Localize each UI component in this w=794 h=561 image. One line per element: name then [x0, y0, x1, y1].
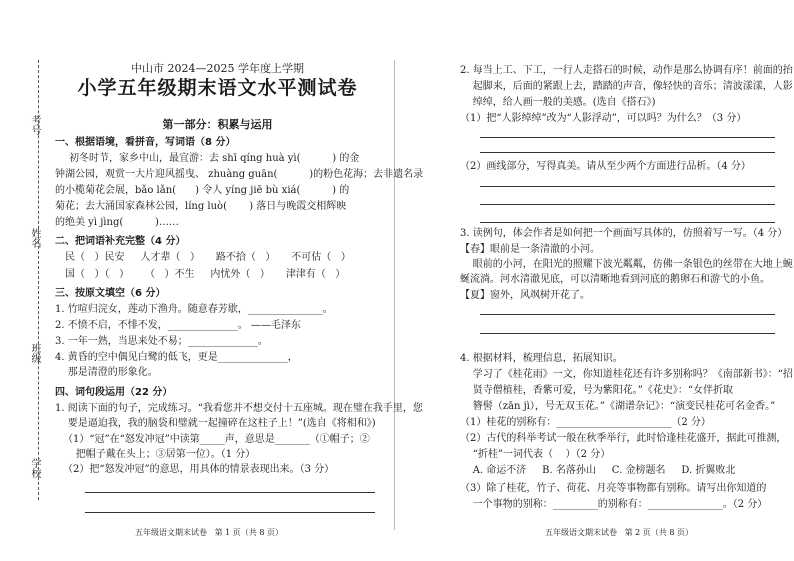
material-text: 贤寺僧植桂，香紫可爱，号为紫阳花。”《花史》：“女伴折取	[460, 385, 733, 396]
question-text: （3）除了桂花，竹子、荷花、月亮等事物都有别称。请写出你知道的	[460, 483, 767, 494]
question-text: 4. 根据材料，梳理信息，拓展知识。	[460, 353, 623, 364]
question-text: 起脚来，后面的紧跟上去，踏踏的声音，像轻快的音乐；清波漾漾，人影	[460, 81, 793, 92]
material-text: 学习了《桂花雨》一文，你知道桂花还有许多别称吗？《南部新书》：“招	[460, 369, 793, 380]
part-heading: 第一部分：积累与运用	[162, 118, 273, 131]
question-text: 钟湖公园，观赏一大片迎风摇曳、 zhuàng guān( )的粉色花海；去非遗名录	[55, 169, 424, 180]
question-text: （1）把“人影绰绰”改为“人影浮动”，可以吗？为什么？（3 分）	[460, 113, 747, 124]
class-label: 班级	[29, 343, 40, 363]
answer-line	[480, 314, 775, 315]
question-text: 把帽子戴在头上；③居第一位）。（1 分）	[63, 449, 256, 460]
question-text: 1. 竹喧归浣女，莲动下渔舟。随意春芳歇，_______________。	[55, 304, 333, 315]
exam-number-label: 考号	[29, 115, 40, 135]
page-1	[55, 0, 424, 561]
question-text: 初冬时节，家乡中山，最宜游：去 shī qíng huà yì( ) 的金	[69, 153, 360, 164]
question-text: （1）桂花的别称有：_______________________（2 分）	[460, 417, 711, 428]
question-text: 1. 阅读下面的句子，完成练习。“我看您并不想交付十五座城。现在璧在我手里，您	[55, 403, 423, 414]
name-label: 姓名	[29, 228, 40, 248]
material-text: 簪髻（zān jì），号无双玉花。”《湖谱杂记》：“演变民桂花可名金香。”	[460, 401, 776, 412]
binding-margin	[0, 0, 40, 561]
example-text: 【春】眼前是一条清澈的小河。	[460, 244, 600, 255]
answer-line	[480, 333, 775, 334]
question-text: 那是清澄的形象化。	[55, 367, 158, 378]
question-text: 3. 读例句，体会作者是如何把一个画面写具体的，仿照着写一写。（4 分）	[460, 228, 788, 239]
question-text: 3. 一年一熟，当思来处不易；______________。	[55, 336, 268, 347]
section-heading: 四、词句段运用（22 分）	[55, 387, 173, 398]
page-2	[460, 0, 793, 561]
exam-year-title: 中山市 2024—2025 学年度上学期	[131, 62, 304, 75]
question-text: “折桂”一词代表（ ）（2 分）	[460, 449, 611, 460]
exam-title: 小学五年级期末语文水平测试卷	[77, 77, 358, 99]
idiom-row: 国（ ）（ ） （ ）不生 内忧外（ ） 津津有（ ）	[65, 269, 346, 280]
school-label: 学校	[29, 458, 40, 478]
question-text: 绰绰，给人画一般的美感。(选自《搭石》)	[460, 97, 656, 108]
answer-line	[85, 512, 375, 513]
page-divider	[394, 60, 395, 530]
question-text: （2）画线部分，写得真美。请从至少两个方面进行品析。（4 分）	[460, 161, 751, 172]
example-text: 蜒流淌。河水清澈见底，可以清晰地看到河底的鹅卵石和游弋的小鱼。	[460, 274, 770, 285]
question-text: 一个事物的别称：_________的别称有：_______________。（2 分）	[460, 499, 768, 510]
idiom-row: 民（ ）民安 人才辈（ ） 路不拾（ ） 不可估（ ）	[65, 252, 351, 263]
question-text: 的绝美 yì jìng( )……	[55, 217, 179, 228]
answer-line	[480, 186, 775, 187]
answer-line	[480, 137, 775, 138]
question-text: 4. 黄昏的空中偶见白鹭的低飞，更是______________，	[55, 352, 298, 363]
question-text: 2. 每当上工、下工，一行人走搭石的时候，动作是那么协调有序！前面的抬	[460, 65, 793, 76]
answer-line	[85, 492, 375, 493]
section-heading: 二、把词语补充完整（4 分）	[55, 236, 186, 247]
answer-options: A. 命运不济 B. 名落孙山 C. 金榜题名 D. 折翼败北	[460, 465, 736, 476]
answer-line	[480, 204, 775, 205]
page-footer: 五年级语文期末试卷 第 1 页（共 8 页）	[135, 528, 283, 537]
page-footer: 五年级语文期末试卷 第 2 页（共 8 页）	[545, 528, 693, 537]
answer-line	[480, 152, 775, 153]
binding-line	[38, 60, 39, 500]
question-text: 要是逼迫我，我的脑袋和璧就一起撞碎在这柱子上！”(选自《将相和》)	[55, 418, 376, 429]
question-text: 2. 不愤不启，不悱不发，______________。 ——毛泽东	[55, 320, 301, 331]
section-heading: 一、根据语境，看拼音，写词语（8 分）	[55, 137, 236, 148]
question-text: （2）把“怒发冲冠”的意思，用具体的情景表现出来。（3 分）	[63, 464, 335, 475]
section-heading: 三、按原文填空（6 分）	[55, 288, 166, 299]
example-text: 眼前的小河，在阳光的照耀下波光粼粼，仿佛一条银色的丝带在大地上蜿	[460, 259, 793, 270]
question-text: （2）古代的科举考试一般在秋季举行，此时恰逢桂花盛开，据此可推测，	[460, 433, 787, 444]
question-text: 的小榄菊花会展，bǎo lǎn( ) 令人 yíng jiē bù xiá( ) 的	[55, 185, 350, 196]
question-text: 菊花；去大涌国家森林公园，líng luò( ) 落日与晚霞交相辉映	[55, 201, 347, 212]
example-text: 【夏】窗外，风飒树开花了。	[460, 290, 590, 301]
question-text: （1）“冠”在“怒发冲冠”中读第_____声，意思是_______（①帽子；②	[63, 434, 370, 445]
answer-line	[480, 222, 775, 223]
